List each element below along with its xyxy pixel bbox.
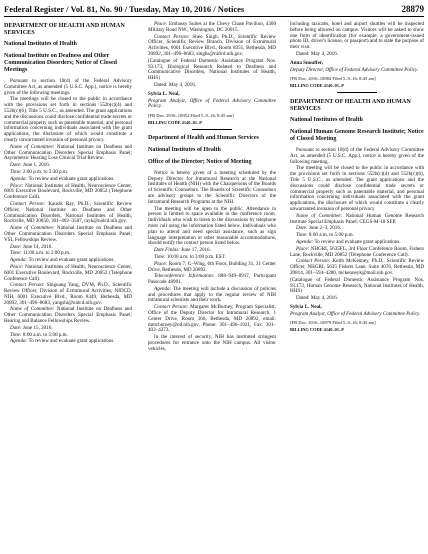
paragraph: including taxicabs, hotel and airport shuttles will be inspected before being allowed on campus. Visitors will be asked to show one form of identification (for example, a government-issued photo ID, driver's license, or passport) and to state the purpose of their visit. bbox=[290, 21, 424, 51]
detail-line bbox=[148, 305, 276, 334]
detail-line bbox=[148, 335, 276, 352]
detail-line bbox=[4, 202, 132, 225]
detail-line bbox=[148, 262, 276, 274]
divider bbox=[337, 92, 377, 93]
column-3 bbox=[290, 22, 424, 336]
fr-doc-line: [FR Doc. 2016–10884 Filed 5–9–16; 8:45 am] bbox=[290, 76, 376, 82]
detail-text: June 15, 2016. bbox=[21, 324, 53, 331]
dated-line: Dated: May 4, 2016. bbox=[154, 81, 197, 88]
catalogue-note: (Catalogue of Federal Domestic Assistance Program Nos. 93.172, Human Genome Research, National Institutes of Health, HHS) bbox=[290, 276, 424, 295]
meeting-block-1 bbox=[4, 145, 132, 225]
detail-text: Embassy Suites at the Chevy Chase Pavilion, 4300 Military Road NW., Washington, DC 20015. bbox=[148, 21, 276, 33]
detail-text: National Human Genome Research Institute Special Emphasis Panel; CEGS-M-18 SEP. bbox=[290, 212, 424, 225]
detail-label: Date Finlas: bbox=[154, 247, 180, 254]
detail-text: 10:00 a.m. to 3:00 p.m. EST. bbox=[165, 253, 226, 260]
detail-line bbox=[148, 287, 276, 304]
detail-label: Time: bbox=[154, 253, 166, 260]
page-number: 28879 bbox=[401, 4, 424, 14]
detail-line bbox=[290, 247, 424, 259]
detail-text: National Institutes of Health, Neuroscience Center, 6001 Executive Boulevard, Rockville, MD 20852 (Telephone Conference Call). bbox=[4, 182, 132, 201]
billing-code: BILLING CODE 4140–01–P bbox=[148, 119, 202, 125]
detail-text: June 17, 2016. bbox=[179, 247, 211, 254]
detail-line bbox=[290, 259, 424, 276]
detail-label: Contact Person: bbox=[10, 282, 45, 289]
detail-text: National Institute on Deafness and Other Communication Disorders Special Emphasis Panel; Hearing and Balance Fellowships Review. bbox=[4, 306, 132, 325]
notice-title: National Human Genome Research Institute; Notice of Closed Meeting bbox=[290, 128, 424, 142]
column-1 bbox=[4, 22, 132, 346]
detail-label: Agenda: bbox=[10, 257, 28, 264]
meeting-details bbox=[290, 214, 424, 277]
agency-heading: DEPARTMENT OF HEALTH AND HUMAN SERVICES bbox=[4, 22, 125, 36]
fr-doc-line: [FR Doc. 2016–10879 Filed 5–9–16; 8:45 am] bbox=[290, 320, 376, 326]
detail-line bbox=[290, 214, 424, 226]
detail-line bbox=[148, 35, 276, 58]
detail-text: National Institute on Deafness and Other Communication Disorders Special Emphasis Panel; Asymmetric Hearing Loss Clinical Trial Review. bbox=[4, 143, 132, 162]
detail-label: Place: bbox=[296, 245, 310, 252]
detail-label: Date: bbox=[10, 243, 22, 250]
detail-line bbox=[4, 307, 132, 324]
paragraph: Pursuant to section 10(d) of the Federal Advisory Committee Act, as amended (5 U.S.C. App.), notice is hereby given of the following meeting. bbox=[290, 146, 424, 165]
paragraph: The meeting will be closed to the public in accordance with the provisions set forth in sections 552b(c)(4) and 552b(c)(6), Title 5 U.S.C., as amended. The grant applications and the discussions could disclose confidential trade secrets or commercial property such as patentable material, and personal information concerning individuals associated with the grant applications, the disclosure of which would constitute a clearly unwarranted invasion of personal privacy. bbox=[290, 165, 424, 212]
detail-line bbox=[4, 283, 132, 306]
detail-text: The meeting will include a discussion of policies and procedures that apply to the regular review of NIH intramural scientists and their work. bbox=[148, 285, 276, 304]
detail-text: June 2–3, 2016. bbox=[307, 225, 342, 232]
detail-text: June 1, 2016. bbox=[21, 162, 51, 169]
detail-text: Sheo Singh, Ph.D., Scientific Review Officer, Scientific Review Branch, Division of Extramural Activities, 6001 Executive Blvd., Room 8351, Bethesda, MD 20892, 301–496–8683, singhs@nidcd.nih.gov. bbox=[148, 33, 276, 57]
detail-text: 8:00 a.m. to 5:00 p.m. bbox=[307, 232, 354, 239]
sub-agency-heading: National Institutes of Health bbox=[148, 146, 221, 153]
detail-text: To review and evaluate grant applications. bbox=[27, 257, 115, 264]
detail-text: NHGRI, 5635FL, 3rd Floor Conference Room, Fishers Lane, Rockville, MD 20852 (Telephone Conference Call). bbox=[290, 245, 424, 258]
detail-text: In the interest of security, NIH has instituted stringent procedures for entrance onto the NIH campus. All visitor vehicles, bbox=[148, 334, 276, 352]
signer-title: Program Analyst, Office of Federal Advisory Committee Policy. bbox=[290, 310, 421, 317]
detail-text: 2:00 p.m. to 3:30 p.m. bbox=[21, 168, 69, 175]
detail-text: National Institute on Deafness and Other Communication Disorders Special Emphasis Panel; VSL Fellowships Review. bbox=[4, 225, 132, 243]
detail-label: Date: bbox=[296, 225, 308, 232]
signer-title: Program Analyst, Office of Federal Advisory Committee Policy. bbox=[148, 97, 276, 110]
detail-label: Contact Person: bbox=[10, 200, 46, 207]
dated-line: Dated: May 4, 2016. bbox=[296, 50, 339, 57]
paragraph: The meeting will be open to the public. Attendance in person is limited to space available in the conference room. Individuals who wish to listen to the discussions by telephone must call using the information listed below. Individuals who plan to attend and need special assistance, such as sign language interpretation or other reasonable accommodations, should notify the contact person listed below. bbox=[148, 205, 276, 247]
agency-heading: Department of Health and Human Services bbox=[148, 134, 259, 141]
paragraph: Pursuant to section 10(d) of the Federal Advisory Committee Act, as amended (5 U.S.C. App.), notice is hereby given of the following meetings. bbox=[4, 78, 132, 96]
detail-label: Name of Committee: bbox=[10, 225, 55, 232]
meeting-block-3 bbox=[4, 307, 132, 345]
signer-name: Sylvia L. Neal, bbox=[290, 303, 322, 310]
detail-line bbox=[148, 22, 276, 34]
signer-name: Sylvia L. Neal, bbox=[148, 90, 180, 97]
catalogue-note: (Catalogue of Federal Domestic Assistance Program Nos. 93.173, Biological Research Related to Deafness and Communicative Disorders, National Institutes of Health, HHS) bbox=[148, 57, 276, 82]
paragraph: Notice is hereby given of a meeting scheduled by the Deputy Director for Intramural Research at the National Institutes of Health (NIH) with the Chairpersons of the Boards of Scientific Counselors. The Boards of Scientific Counselors are advisory groups to the Scientific Directors of the Intramural Research Programs at the NIH. bbox=[148, 169, 276, 205]
page-header bbox=[4, 2, 424, 17]
detail-text: 888–949–8917, Participant Passcode 48901. bbox=[148, 273, 276, 286]
detail-label: Agenda: bbox=[10, 175, 28, 182]
detail-text: Keith McKenney, Ph.D., Scientific Review Officer, NHGRI, 5635 Fishers Lane, Suite 4076, Bethesda, MD 20814, 301–594–4280, mckenneyk@mail.nih.gov. bbox=[290, 258, 424, 276]
detail-label: Time: bbox=[296, 232, 308, 239]
sub-agency-heading: National Institutes of Health bbox=[290, 116, 363, 123]
meeting-block-3-cont bbox=[148, 22, 276, 58]
detail-label: Teleconference Information: bbox=[154, 273, 215, 280]
detail-label: Place: bbox=[154, 21, 168, 27]
detail-label: Time: bbox=[10, 168, 22, 175]
detail-text: 11:00 a.m. to 2:00 p.m. bbox=[21, 250, 71, 257]
detail-text: To review and evaluate grant applications. bbox=[27, 338, 115, 345]
detail-text: To review and evaluate grant applications. bbox=[313, 238, 401, 245]
column-2 bbox=[148, 22, 276, 354]
detail-text: June 14, 2016. bbox=[21, 243, 53, 250]
signer-name: Anna Snouffer, bbox=[290, 59, 323, 66]
detail-line bbox=[4, 145, 132, 162]
agency-heading: DEPARTMENT OF HEALTH AND HUMAN SERVICES bbox=[290, 97, 411, 112]
detail-label: Date: bbox=[10, 324, 22, 331]
detail-text: To review and evaluate grant applications. bbox=[27, 175, 115, 182]
detail-label: Name of Committee: bbox=[296, 212, 343, 219]
divider bbox=[192, 129, 232, 130]
detail-label: Place: bbox=[10, 263, 24, 270]
detail-line bbox=[148, 274, 276, 286]
detail-line bbox=[4, 339, 132, 345]
detail-text: 8:00 a.m. to 5:00 p.m. bbox=[21, 331, 68, 338]
signer-title: Deputy Director, Office of Federal Advisory Committee Policy. bbox=[290, 66, 419, 73]
detail-label: Contact Person: bbox=[296, 258, 331, 265]
detail-label: Agenda: bbox=[296, 238, 314, 245]
detail-label: Place: bbox=[154, 260, 168, 267]
detail-label: Name of Committee: bbox=[10, 143, 55, 150]
paragraph: The meetings will be closed to the public in accordance with the provisions set forth in sections 552b(c)(4) and 552b(c)(6), Title 5 U.S.C., as amended. The grant applications and the discussions could disclose confidential trade secrets or commercial property such as patentable material, and personal information concerning individuals associated with the grant applications, the disclosure of which would constitute a clearly unwarranted invasion of personal privacy. bbox=[4, 96, 132, 143]
dated-line: Dated: May 4, 2016. bbox=[296, 295, 339, 302]
meeting-block-2 bbox=[4, 226, 132, 306]
detail-label: Contact Person: bbox=[154, 304, 189, 311]
detail-text: Margaret McBurney, Program Specialist, Office of the Deputy Director for Intramural Research, 1 Center Drive, Room 160, Bethesda, MD 20892, email: mmcburney@od.nih.gov, Phone: 301–496–1921, Fax: 301–402–4273. bbox=[148, 304, 276, 334]
fr-doc-line: [FR Doc. 2016–10952 Filed 5–9–16; 8:45 am] bbox=[148, 113, 234, 119]
detail-label: Contact Person: bbox=[154, 33, 190, 40]
detail-line bbox=[4, 226, 132, 243]
meeting-details bbox=[148, 248, 276, 353]
header-text: Federal Register / Vol. 81, No. 90 / Tuesday, May 10, 2016 / Notices bbox=[4, 4, 245, 14]
detail-line bbox=[4, 184, 132, 201]
detail-label: Agenda: bbox=[10, 338, 28, 345]
detail-line bbox=[4, 265, 132, 282]
detail-text: Room 7, C–Wing, 6th Floor, Building 31, 31 Center Drive, Bethesda, MD 20892. bbox=[148, 260, 276, 273]
billing-code: BILLING CODE 4140–01–P bbox=[290, 327, 344, 333]
detail-label: Agenda: bbox=[154, 285, 172, 292]
notice-title: National Institute on Deafness and Other Communication Disorders; Notice of Closed Meetings bbox=[4, 53, 117, 73]
detail-label: Time: bbox=[10, 250, 22, 257]
detail-label: Date: bbox=[10, 162, 22, 169]
detail-text: National Institutes of Health, Neuroscience Center, 6001 Executive Boulevard, Rockville, MD 20852 (Telephone Conference Call). bbox=[4, 263, 132, 282]
detail-text: Shiguang Yang, DVM, Ph.D., Scientific Review Officer, Division of Extramural Activities, NIDCD, NIH, 6001 Executive Blvd., Room 8349, Bethesda, MD 20892, 301–496–8683, yangshi@nidcd.nih.gov. bbox=[4, 282, 132, 306]
sub-agency-heading: National Institutes of Health bbox=[4, 41, 77, 47]
billing-code: BILLING CODE 4140–01–P bbox=[290, 83, 344, 89]
detail-label: Time: bbox=[10, 331, 22, 338]
detail-label: Name of Committee: bbox=[10, 306, 55, 313]
notice-title: Office of the Director; Notice of Meeting bbox=[148, 158, 252, 165]
detail-text: Kausik Ray, Ph.D., Scientific Review Officer, National Institute on Deafness and Other Communication Disorders, National Institutes of Health, Rockville, MD 20850, 301–402–3587, rayk@nidcd.nih.gov. bbox=[4, 200, 133, 225]
detail-label: Place: bbox=[10, 182, 24, 189]
